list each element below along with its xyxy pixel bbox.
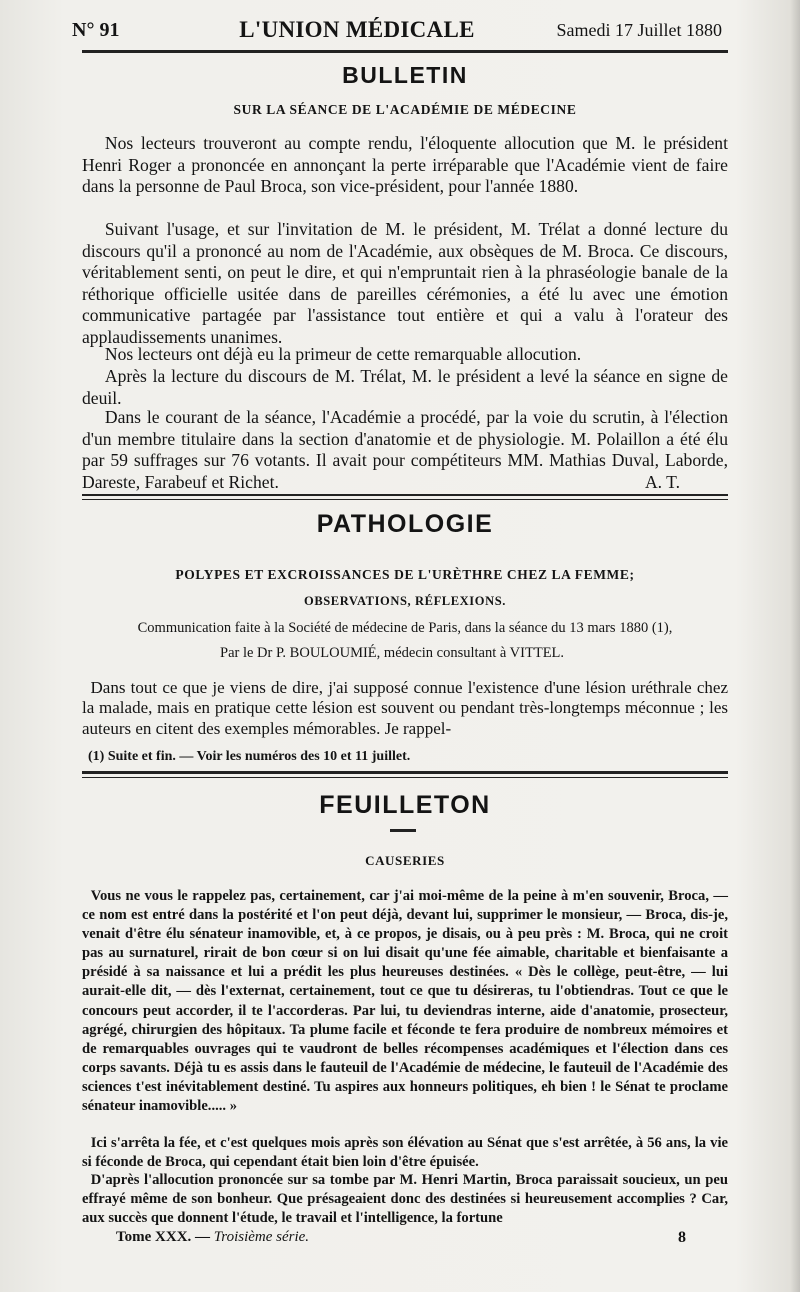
footnote: (1) Suite et fin. — Voir les numéros des 10 et 11 juillet. bbox=[88, 749, 411, 764]
bulletin-title: BULLETIN bbox=[342, 62, 468, 88]
communication-note: Communication faite à la Société de médecine de Paris, dans la séance du 13 mars 1880 (1), bbox=[137, 620, 673, 636]
page-footer bbox=[116, 1229, 686, 1247]
tome-label bbox=[116, 1229, 309, 1247]
feuilleton-paragraph: D'après l'allocution prononcée sur sa tombe par M. Henri Martin, Broca paraissait soucieux, un peu effrayé même de son bonheur. Que présageaient donc des destinées si heureusement accomplies ? Car, aux succès que donnent l'étude, le travail et l'intelligence, la fortune bbox=[82, 1172, 728, 1227]
bulletin-subtitle: SUR LA SÉANCE DE L'ACADÉMIE DE MÉDECINE bbox=[233, 102, 577, 117]
journal-title: L'UNION MÉDICALE bbox=[239, 17, 475, 42]
section-divider bbox=[82, 777, 728, 778]
bulletin-paragraph: Nos lecteurs ont déjà eu la primeur de cette remarquable allocution. bbox=[104, 344, 582, 364]
bulletin-paragraph bbox=[82, 407, 728, 493]
section-divider bbox=[82, 494, 728, 500]
title-ornament-rule bbox=[390, 829, 416, 832]
series-label: Troisième série. bbox=[213, 1229, 310, 1245]
bulletin-signature: A. T. bbox=[644, 471, 680, 492]
issue-date: Samedi 17 Juillet 1880 bbox=[556, 19, 722, 40]
pathologie-subtitle: POLYPES ET EXCROISSANCES DE L'URÈTHRE CHEZ LA FEMME; bbox=[175, 567, 635, 582]
bulletin-paragraph: Suivant l'usage, et sur l'invitation de M. le président, M. Trélat a donné lecture du discours qu'il a prononcé au nom de l'Académie, aux obsèques de M. Broca. Ce discours, véritablement senti, on peut le dire, et qui n'empruntait rien à la phraséologie banale de la réthorique officielle usitée dans de pareilles cérémonies, a été lu avec une émotion communicative partagée par l'assistance tout entière et qui a valu à l'orateur des applaudissements unanimes. bbox=[82, 219, 728, 347]
issue-number: N° 91 bbox=[72, 18, 120, 41]
feuilleton-title: FEUILLETON bbox=[319, 791, 491, 819]
author-line: Par le Dr P. BOULOUMIÉ, médecin consultant à VITTEL. bbox=[220, 645, 565, 661]
pathologie-subtitle-2: OBSERVATIONS, RÉFLEXIONS. bbox=[304, 594, 506, 608]
section-divider bbox=[82, 771, 728, 774]
pathologie-paragraph: Dans tout ce que je viens de dire, j'ai supposé connue l'existence d'une lésion uréthrale chez la malade, mais en pratique cette lésion est souvent ou pendant très-longtemps méconnue ; les auteurs en citent des exemples mémorables. Je rappel- bbox=[82, 678, 728, 738]
feuilleton-subtitle: CAUSERIES bbox=[365, 853, 445, 868]
page-number: 8 bbox=[678, 1229, 686, 1246]
feuilleton-paragraph: Ici s'arrêta la fée, et c'est quelques mois après son élévation au Sénat que s'est arrêtée, à 56 ans, la vie si féconde de Broca, qui cependant était bien loin d'être épuisée. bbox=[82, 1135, 728, 1171]
feuilleton-paragraph: Vous ne vous le rappelez pas, certainement, car j'ai moi-même de la peine à m'en souvenir, Broca, — ce nom est entré dans la postérité et l'on peut déjà, devant lui, supprimer le monsieur, — Broca, dis-je, venait d'être élu sénateur inamovible, et, à ce propos, je disais, ou à peu près : M. Broca, qui ne croit pas au surnaturel, rirait de bon cœur si on lui disait qu'une fée aimable, charitable et bienfaisante a présidé à sa naissance et lui a prédit les plus heureuses destinées. « Dès le collège, peut-être, — lui aurait-elle dit, — dès l'externat, certainement, tout ce que tu désireras, tu l'obtiendras. Tout ce que le concours peut accorder, il te l'accorderas. Par lui, tu deviendras interne, aide d'anatomie, prosecteur, agrégé, chirurgien des hôpitaux. Ta plume facile et féconde te fera produire de nombreux mémoires et de remarquables ouvrages qui te vaudront de belles récompenses académiques et l'élection dans ces corps savants. Déjà tu es assis dans le fauteuil de l'Académie de médecine, le fauteuil de l'Académie des sciences t'est inévitablement destiné. Tu aspires aux honneurs politiques, eh bien ! le Sénat te proclame sénateur inamovible..... » bbox=[82, 888, 728, 1115]
header-rule bbox=[82, 50, 728, 53]
tome-number: Tome XXX. — bbox=[116, 1229, 211, 1245]
bulletin-paragraph: Nos lecteurs trouveront au compte rendu, l'éloquente allocution que M. le président Henri Roger a prononcée en annonçant la perte irréparable que l'Académie vient de faire dans la personne de Paul Broca, son vice-président, pour l'année 1880. bbox=[82, 133, 728, 197]
page-edge-shadow bbox=[790, 0, 800, 1292]
pathologie-title: PATHOLOGIE bbox=[316, 510, 494, 538]
page-header bbox=[72, 12, 722, 48]
bulletin-paragraph-text: Dans le courant de la séance, l'Académie a procédé, par la voie du scrutin, à l'élection d'un membre titulaire dans la section d'anatomie et de physiologie. M. Polaillon a été élu par 59 suffrages sur 76 votants. Il avait pour compétiteurs MM. Mathias Duval, Laborde, Dareste, Farabeuf et Richet. bbox=[82, 407, 728, 492]
bulletin-paragraph: Après la lecture du discours de M. Trélat, M. le président a levé la séance en signe de deuil. bbox=[82, 366, 728, 408]
